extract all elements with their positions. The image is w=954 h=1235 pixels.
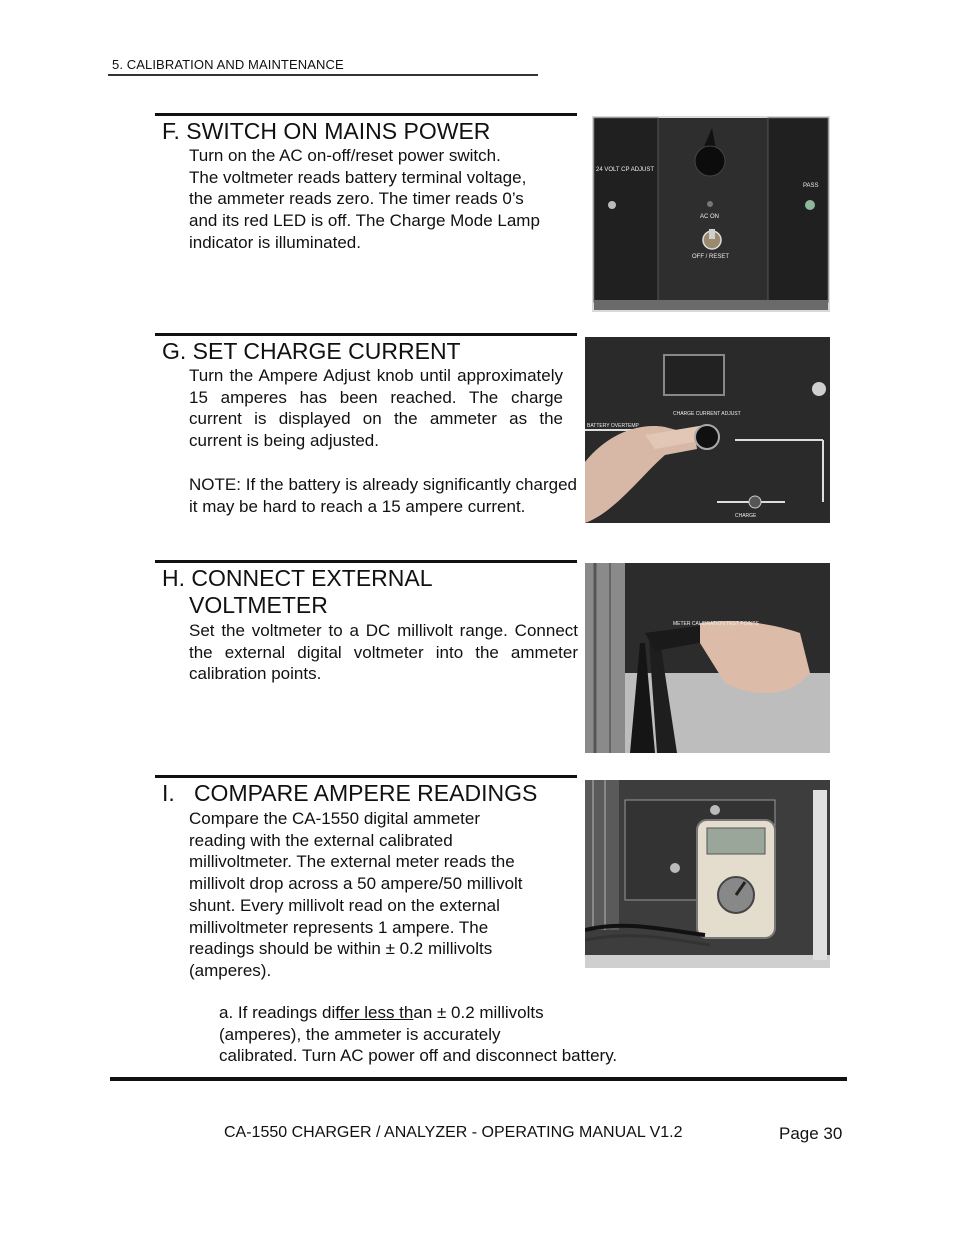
text-line: Compare the CA-1550 digital ammeter [189,809,481,828]
text-line: reading with the external calibrated [189,830,453,850]
photo-label-ac-on: AC ON [700,214,720,220]
section-h-title-line2: VOLTMETER [189,592,328,618]
photo-front-panel-power-switch [592,116,830,312]
photo-digital-multimeter [585,780,830,968]
section-i-rule [155,775,577,778]
photo-label-off-reset: OFF / RESET [692,254,730,260]
section-g-title: G. SET CHARGE CURRENT [162,338,461,364]
sub-item-underlined: fer less th [339,1003,414,1022]
photo-label-charge-current-adjust: CHARGE CURRENT ADJUST [673,411,741,417]
sub-item-line3: calibrated. Turn AC power off and disconnect battery. [219,1046,618,1066]
section-f-title: F. SWITCH ON MAINS POWER [162,118,491,144]
section-h-rule [155,560,577,563]
sub-item-rest: an ± 0.2 millivolts [413,1003,544,1022]
text-line: Turn on the AC on-off/reset power switch. [189,146,501,165]
section-f-rule [155,113,577,116]
footer-title: CA-1550 CHARGER / ANALYZER - OPERATING MANUAL V1.2 [224,1124,683,1141]
text-line: millivolt drop across a 50 ampere/50 millivolt [189,874,523,894]
sub-item-line2: (amperes), the ammeter is accurately [219,1024,501,1044]
section-f-body [189,145,574,254]
section-g-rule [155,333,577,336]
photo-label-battery-overtemp: BATTERY OVERTEMP [587,423,639,429]
section-h-paragraph: Set the voltmeter to a DC millivolt range. Connect the external digital voltmeter into the ammeter calibration points. [189,621,578,684]
section-i-body [189,808,574,982]
text-line: millivoltmeter represents 1 ampere. The [189,917,489,937]
photo-label-pass: PASS [803,183,819,189]
sub-item-line1 [219,1002,659,1024]
photo-label-charge: CHARGE [735,513,757,519]
section-g-paragraph: Turn the Ampere Adjust knob until approximately 15 amperes has been reached. The charge current is displayed on the ammeter as the current is being adjusted. [189,366,563,451]
text-line: readings should be within ± 0.2 millivolts [189,939,493,959]
photo-label-left: 24 VOLT CP ADJUST [596,167,655,173]
text-line: millivoltmeter. The external meter reads the [189,852,515,872]
page-number: Page 30 [779,1124,843,1143]
running-header: 5. CALIBRATION AND MAINTENANCE [112,57,344,72]
text-line: and its red LED is off. The Charge Mode Lamp [189,211,540,231]
section-i-sub-item-a [219,1002,659,1067]
photo-label-meter-calibration: METER CALIBRATION TEST POINTS [673,621,759,627]
text-line: the ammeter reads zero. The timer reads 0’s [189,189,524,209]
text-line: indicator is illuminated. [189,232,361,252]
section-g-note: NOTE: If the battery is already significantly charged it may be hard to reach a 15 ampere current. [189,475,577,516]
text-line: The voltmeter reads battery terminal voltage, [189,167,527,187]
section-h-title-line1: H. CONNECT EXTERNAL [162,565,433,591]
section-h-title [162,565,433,619]
footer-rule [110,1077,847,1081]
sub-item-prefix: a. If readings dif [219,1003,340,1022]
photo-charge-current-knob [585,337,830,523]
photo-voltmeter-probes [585,563,830,753]
header-rule [108,74,538,76]
section-i-title: I. COMPARE AMPERE READINGS [162,780,538,806]
text-line: (amperes). [189,960,272,980]
text-line: shunt. Every millivolt read on the external [189,895,500,915]
